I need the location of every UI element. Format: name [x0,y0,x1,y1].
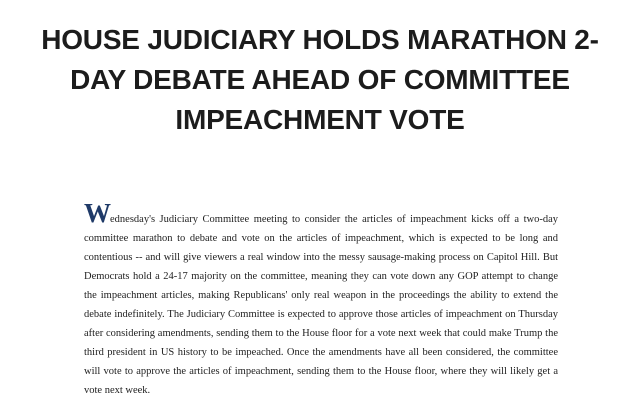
drop-cap-letter: W [84,198,110,228]
article-body-text: ednesday's Judiciary Committee meeting to consider the articles of impeachment kicks off a two-day committee marathon to debate and vote on the articles of impeachment, which is expected to be long and contentious -- and will give viewers a real window into the messy sausage-making process on Capitol Hill. But Democrats hold a 24-17 majority on the committee, meaning they can vote down any GOP attempt to change the impeachment articles, making Republicans' only real weapon in the proceedings the ability to extend the debate indefinitely. The Judiciary Committee is expected to approve those articles of impeachment on Thursday after considering amendments, sending them to the House floor for a vote next week that could make Trump the third president in US history to be impeached. Once the amendments have all been considered, the committee will vote to approve the articles of impeachment, sending them to the House floor, where they will likely get a vote next week. [84,214,558,396]
article-body [84,198,558,400]
article-headline: HOUSE JUDICIARY HOLDS MARATHON 2-DAY DEBATE AHEAD OF COMMITTEE IMPEACHMENT VOTE [41,24,599,135]
